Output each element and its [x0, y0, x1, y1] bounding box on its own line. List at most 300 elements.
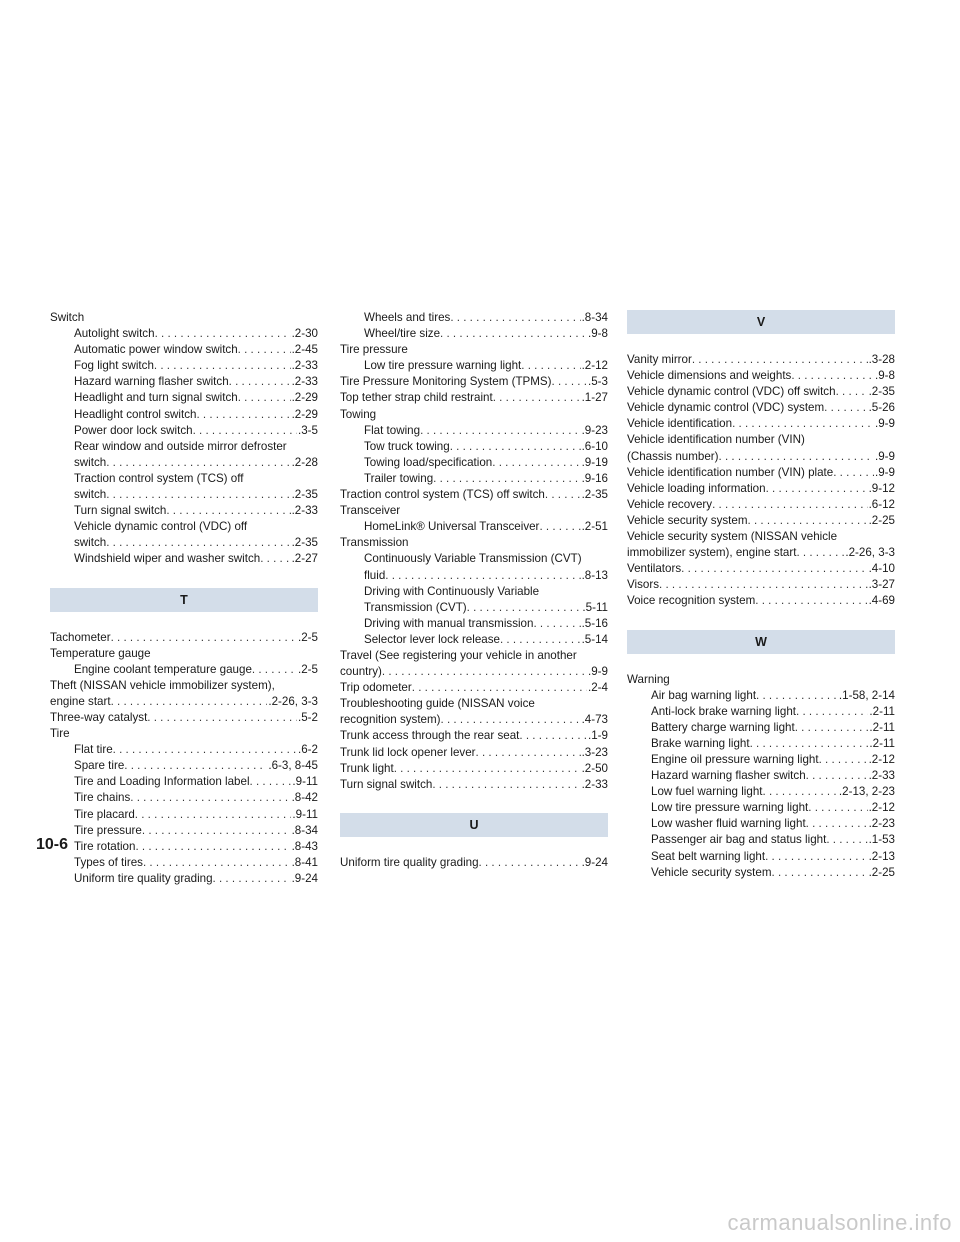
dot-leader	[111, 694, 268, 710]
page-reference: .8-34	[291, 823, 318, 837]
index-entry	[627, 368, 895, 384]
index-entry	[340, 761, 608, 777]
entry-label: Tire Pressure Monitoring System (TPMS)	[340, 375, 552, 389]
index-subentry	[627, 688, 895, 704]
dot-leader	[238, 342, 291, 358]
page-reference: .2-12	[868, 801, 895, 815]
page-reference: .2-30	[291, 327, 318, 341]
index-subentry	[50, 374, 318, 390]
entry-label: Engine oil pressure warning light	[651, 752, 819, 766]
page-reference: .2-33	[581, 777, 608, 791]
index-subentry: Driving with Continuously Variable	[364, 584, 540, 598]
entry-label: Passenger air bag and status light	[651, 833, 827, 847]
page-reference: .9-12	[868, 481, 895, 495]
dot-leader	[106, 487, 290, 503]
entry-label: Low tire pressure warning light	[364, 359, 522, 373]
index-subentry	[50, 758, 318, 774]
entry-label: Autolight switch	[74, 327, 155, 341]
entry-label: Voice recognition system	[627, 594, 756, 608]
dot-leader	[193, 423, 297, 439]
index-subentry	[50, 487, 318, 503]
entry-label: Tire pressure	[74, 823, 142, 837]
index-entry	[340, 855, 608, 871]
spacer	[50, 568, 318, 588]
spacer	[340, 837, 608, 855]
index-subentry	[50, 742, 318, 758]
index-entry: Transceiver	[340, 504, 401, 518]
page-reference: .6-2	[298, 743, 318, 757]
page-reference: .9-16	[581, 471, 608, 485]
index-subentry	[627, 704, 895, 720]
entry-label: Top tether strap child restraint	[340, 391, 493, 405]
entry-label: Spare tire	[74, 759, 125, 773]
spacer	[627, 654, 895, 672]
index-subentry	[50, 326, 318, 342]
page-reference: .9-9	[875, 449, 895, 463]
dot-leader	[252, 662, 297, 678]
dot-leader	[385, 568, 580, 584]
entry-label: recognition system)	[340, 713, 441, 727]
dot-leader	[113, 742, 297, 758]
dot-leader	[521, 358, 580, 374]
entry-label: Anti-lock brake warning light	[651, 704, 796, 718]
dot-leader	[213, 871, 291, 887]
entry-label: Windshield wiper and washer switch	[74, 552, 261, 566]
page-reference: .2-11	[869, 720, 895, 734]
page-reference: .2-33	[291, 359, 318, 373]
entry-label: Ventilators	[627, 562, 682, 576]
entry-label: Seat belt warning light	[651, 849, 766, 863]
page-reference: .9-24	[291, 871, 318, 885]
dot-leader	[440, 326, 587, 342]
index-subentry	[340, 310, 608, 326]
page-reference: .2-25	[868, 865, 895, 879]
page-reference: .2-23	[868, 817, 895, 831]
index-entry	[50, 710, 318, 726]
page-reference: .2-25	[868, 513, 895, 527]
index-subentry	[340, 455, 608, 471]
dot-leader	[756, 688, 838, 704]
dot-leader	[519, 728, 587, 744]
page-reference: .2-5	[298, 630, 318, 644]
index-subentry	[627, 865, 895, 881]
dot-leader	[420, 423, 581, 439]
index-entry	[627, 449, 895, 465]
page-reference: .8-41	[291, 855, 318, 869]
page-reference: .2-51	[581, 520, 608, 534]
entry-label: Trunk lid lock opener lever	[340, 745, 476, 759]
index-entry	[627, 577, 895, 593]
page-reference: .4-10	[868, 562, 895, 576]
page-reference: .3-27	[868, 578, 895, 592]
page-reference: .6-10	[581, 439, 608, 453]
entry-label: Tow truck towing	[364, 439, 450, 453]
spacer	[627, 334, 895, 352]
dot-leader	[111, 630, 297, 646]
page-reference: .2-4	[588, 681, 608, 695]
page-reference: .9-23	[581, 423, 608, 437]
entry-label: Vehicle security system	[627, 513, 748, 527]
dot-leader	[492, 455, 580, 471]
index-entry: Switch	[50, 311, 85, 324]
index-subentry	[340, 519, 608, 535]
spacer	[627, 610, 895, 630]
dot-leader	[712, 497, 868, 513]
page-reference: .2-13	[868, 849, 895, 863]
dot-leader	[552, 374, 587, 390]
page-reference: .5-16	[581, 616, 608, 630]
entry-label: fluid	[364, 568, 386, 582]
dot-leader	[154, 358, 291, 374]
dot-leader	[748, 513, 868, 529]
dot-leader	[826, 832, 867, 848]
dot-leader	[196, 407, 290, 423]
index-subentry: Vehicle dynamic control (VDC) off	[74, 520, 248, 534]
dot-leader	[106, 455, 290, 471]
dot-leader	[681, 561, 867, 577]
index-entry: Theft (NISSAN vehicle immobilizer system),	[50, 678, 275, 692]
page-reference: .9-8	[588, 327, 608, 341]
index-subentry	[50, 871, 318, 887]
index-entry: Towing	[340, 407, 377, 421]
dot-leader	[732, 416, 874, 432]
entry-label: switch	[74, 455, 107, 469]
page-reference: .3-5	[298, 423, 318, 437]
page-reference: .2-12	[581, 359, 608, 373]
page-reference: .2-35	[291, 536, 318, 550]
entry-label: Tachometer	[50, 630, 111, 644]
index-entry	[627, 481, 895, 497]
page-reference: .2-11	[869, 736, 895, 750]
dot-leader	[836, 384, 868, 400]
index-subentry	[340, 632, 608, 648]
index-subentry	[627, 849, 895, 865]
index-entry: Travel (See registering your vehicle in another	[340, 648, 577, 662]
page-reference: .9-24	[581, 855, 608, 869]
entry-label: Brake warning light	[651, 736, 750, 750]
index-subentry	[627, 768, 895, 784]
page-number: 10-6	[36, 836, 69, 853]
index-entry	[340, 374, 608, 390]
index-entry	[50, 630, 318, 646]
index-subentry	[627, 736, 895, 752]
entry-label: Vehicle loading information	[627, 481, 766, 495]
dot-leader	[692, 352, 868, 368]
entry-label: Fog light switch	[74, 359, 154, 373]
index-subentry	[50, 790, 318, 806]
index-entry	[627, 416, 895, 432]
page-reference: .5-26	[868, 401, 895, 415]
dot-leader	[147, 710, 297, 726]
page-reference: .4-69	[868, 594, 895, 608]
index-entry: Tire	[50, 727, 70, 741]
entry-label: engine start	[50, 694, 111, 708]
entry-label: Visors	[627, 578, 660, 592]
dot-leader	[763, 784, 838, 800]
index-column-2	[340, 310, 608, 871]
dot-leader	[143, 855, 291, 871]
dot-leader	[479, 855, 581, 871]
index-subentry	[50, 807, 318, 823]
index-subentry	[50, 423, 318, 439]
index-entry	[627, 465, 895, 481]
dot-leader	[755, 593, 867, 609]
entry-label: Hazard warning flasher switch	[651, 769, 806, 783]
index-entry	[627, 513, 895, 529]
entry-label: Trailer towing	[364, 471, 434, 485]
index-entry	[340, 390, 608, 406]
index-entry	[340, 664, 608, 680]
page-reference: .2-45	[291, 343, 318, 357]
entry-label: Towing load/specification	[364, 455, 493, 469]
entry-label: country)	[340, 665, 382, 679]
dot-leader	[772, 865, 868, 881]
page-reference: .1-58, 2-14	[838, 688, 895, 702]
index-entry	[627, 593, 895, 609]
dot-leader	[166, 503, 290, 519]
entry-label: Types of tires	[74, 855, 143, 869]
entry-label: Tire and Loading Information label	[74, 775, 250, 789]
index-subentry	[50, 535, 318, 551]
index-column-3	[627, 310, 895, 881]
index-subentry	[627, 784, 895, 800]
page-reference: .2-35	[291, 488, 318, 502]
section-header: W	[627, 630, 895, 654]
entry-label: switch	[74, 488, 107, 502]
index-subentry: Rear window and outside mirror defroster	[74, 439, 287, 453]
entry-label: Low tire pressure warning light	[651, 801, 809, 815]
page-reference: .2-33	[868, 769, 895, 783]
entry-label: Flat towing	[364, 423, 421, 437]
index-subentry	[50, 855, 318, 871]
page-reference: .2-33	[291, 375, 318, 389]
dot-leader	[450, 310, 580, 326]
dot-leader	[441, 712, 581, 728]
page-reference: .2-50	[581, 761, 608, 775]
dot-leader	[130, 790, 290, 806]
index-entry	[340, 487, 608, 503]
dot-leader	[533, 616, 580, 632]
dot-leader	[833, 465, 874, 481]
dot-leader	[796, 704, 868, 720]
page-reference: .5-14	[581, 632, 608, 646]
index-subentry	[50, 774, 318, 790]
index-entry	[627, 352, 895, 368]
dot-leader	[476, 745, 581, 761]
entry-label: Vehicle dynamic control (VDC) system	[627, 401, 825, 415]
entry-label: Vehicle security system	[651, 865, 772, 879]
dot-leader	[135, 807, 292, 823]
entry-label: Hazard warning flasher switch	[74, 375, 229, 389]
dot-leader	[545, 487, 581, 503]
entry-label: Engine coolant temperature gauge	[74, 662, 252, 676]
page-reference: .9-9	[875, 417, 895, 431]
index-entry	[627, 561, 895, 577]
dot-leader	[806, 816, 868, 832]
page-reference: .1-27	[581, 391, 608, 405]
entry-label: Tire placard	[74, 807, 135, 821]
entry-label: Tire chains	[74, 791, 131, 805]
spacer	[50, 612, 318, 630]
dot-leader	[824, 400, 867, 416]
index-entry	[627, 384, 895, 400]
index-entry	[627, 400, 895, 416]
page-reference: .5-3	[588, 375, 608, 389]
page-reference: .1-9	[588, 729, 608, 743]
dot-leader	[795, 720, 869, 736]
entry-label: switch	[74, 536, 107, 550]
dot-leader	[750, 736, 869, 752]
page-reference: .9-9	[875, 465, 895, 479]
page-reference: .9-19	[581, 455, 608, 469]
page-reference: .9-9	[588, 665, 608, 679]
index-subentry	[627, 720, 895, 736]
page-reference: .6-3, 8-45	[268, 759, 318, 773]
dot-leader	[432, 777, 580, 793]
index-subentry	[50, 839, 318, 855]
index-subentry	[50, 342, 318, 358]
entry-label: Turn signal switch	[340, 777, 433, 791]
page-reference: .8-13	[581, 568, 608, 582]
page-reference: .9-11	[292, 775, 318, 789]
index-subentry	[340, 568, 608, 584]
dot-leader	[229, 374, 291, 390]
page-reference: .8-42	[291, 791, 318, 805]
entry-label: Flat tire	[74, 743, 113, 757]
index-entry: Troubleshooting guide (NISSAN voice	[340, 697, 535, 711]
dot-leader	[106, 535, 290, 551]
entry-label: Three-way catalyst	[50, 710, 148, 724]
entry-label: Tire rotation	[74, 839, 136, 853]
entry-label: Trunk light	[340, 761, 394, 775]
dot-leader	[394, 761, 581, 777]
dot-leader	[819, 752, 868, 768]
section-header: U	[340, 813, 608, 837]
page-reference: .3-28	[868, 353, 895, 366]
index-entry: Vehicle identification number (VIN)	[627, 433, 805, 447]
index-subentry	[50, 455, 318, 471]
index-subentry	[627, 816, 895, 832]
entry-label: Traction control system (TCS) off switch	[340, 488, 545, 502]
index-column-1	[50, 310, 318, 887]
entry-label: Selector lever lock release	[364, 632, 500, 646]
page-reference: .8-43	[291, 839, 318, 853]
page-reference: .9-8	[875, 369, 895, 383]
page-reference: .2-28	[291, 455, 318, 469]
dot-leader	[493, 390, 581, 406]
page-reference: .2-11	[869, 704, 895, 718]
dot-leader	[659, 577, 868, 593]
entry-label: Wheel/tire size	[364, 327, 441, 341]
index-subentry	[50, 503, 318, 519]
entry-label: immobilizer system), engine start	[627, 546, 797, 560]
index-entry	[627, 545, 895, 561]
page-reference: .2-35	[868, 385, 895, 399]
index-subentry	[340, 471, 608, 487]
spacer	[340, 793, 608, 813]
entry-label: Vanity mirror	[627, 353, 692, 366]
index-entry	[50, 694, 318, 710]
page-reference: .5-2	[298, 710, 318, 724]
entry-label: Vehicle identification number (VIN) plate	[627, 465, 834, 479]
page-reference: .2-26, 3-3	[268, 694, 318, 708]
entry-label: Battery charge warning light	[651, 720, 795, 734]
entry-label: Vehicle dynamic control (VDC) off switch	[627, 385, 836, 399]
page-reference: .2-27	[291, 552, 318, 566]
entry-label: Vehicle dimensions and weights	[627, 369, 792, 383]
entry-label: Headlight and turn signal switch	[74, 391, 238, 405]
index-subentry	[50, 390, 318, 406]
entry-label: Turn signal switch	[74, 504, 167, 518]
index-subentry: Continuously Variable Transmission (CVT)	[364, 552, 582, 566]
index-subentry	[340, 600, 608, 616]
entry-label: Transmission (CVT)	[364, 600, 467, 614]
page-reference: .8-34	[581, 311, 608, 324]
entry-label: (Chassis number)	[627, 449, 719, 463]
dot-leader	[142, 823, 291, 839]
dot-leader	[260, 551, 290, 567]
page-reference: .4-73	[581, 713, 608, 727]
dot-leader	[155, 326, 291, 342]
entry-label: Air bag warning light	[651, 688, 757, 702]
index-subentry	[50, 823, 318, 839]
dot-leader	[433, 471, 580, 487]
dot-leader	[808, 800, 867, 816]
dot-leader	[791, 368, 874, 384]
entry-label: Vehicle identification	[627, 417, 733, 431]
index-subentry	[340, 423, 608, 439]
section-header: V	[627, 310, 895, 334]
index-subentry	[50, 551, 318, 567]
dot-leader	[796, 545, 844, 561]
dot-leader	[450, 439, 581, 455]
index-entry	[340, 777, 608, 793]
page-reference: .2-33	[291, 504, 318, 518]
index-subentry	[340, 326, 608, 342]
page-reference: .2-13, 2-23	[838, 785, 895, 799]
index-subentry	[50, 662, 318, 678]
entry-label: Trunk access through the rear seat	[340, 729, 520, 743]
dot-leader	[124, 758, 267, 774]
page-reference: .5-11	[582, 600, 608, 614]
index-entry: Transmission	[340, 536, 409, 550]
dot-leader	[238, 390, 291, 406]
page-reference: .2-29	[291, 391, 318, 405]
page-reference: .3-23	[581, 745, 608, 759]
dot-leader	[719, 449, 875, 465]
page-reference: .2-26, 3-3	[845, 546, 895, 560]
dot-leader	[765, 849, 867, 865]
dot-leader	[135, 839, 290, 855]
index-entry: Temperature gauge	[50, 646, 151, 660]
index-entry	[340, 728, 608, 744]
index-subentry	[627, 832, 895, 848]
entry-label: Low washer fluid warning light	[651, 817, 806, 831]
index-entry	[340, 680, 608, 696]
page-reference: .2-29	[291, 407, 318, 421]
index-subentry	[627, 752, 895, 768]
entry-label: Driving with manual transmission	[364, 616, 534, 630]
index-subentry	[50, 358, 318, 374]
dot-leader	[467, 600, 582, 616]
index-subentry	[340, 616, 608, 632]
index-entry	[340, 712, 608, 728]
section-header: T	[50, 588, 318, 612]
index-entry: Vehicle security system (NISSAN vehicle	[627, 530, 838, 544]
entry-label: HomeLink® Universal Transceiver	[364, 520, 540, 534]
entry-label: Uniform tire quality grading	[340, 855, 479, 869]
page-reference: .6-12	[868, 497, 895, 511]
